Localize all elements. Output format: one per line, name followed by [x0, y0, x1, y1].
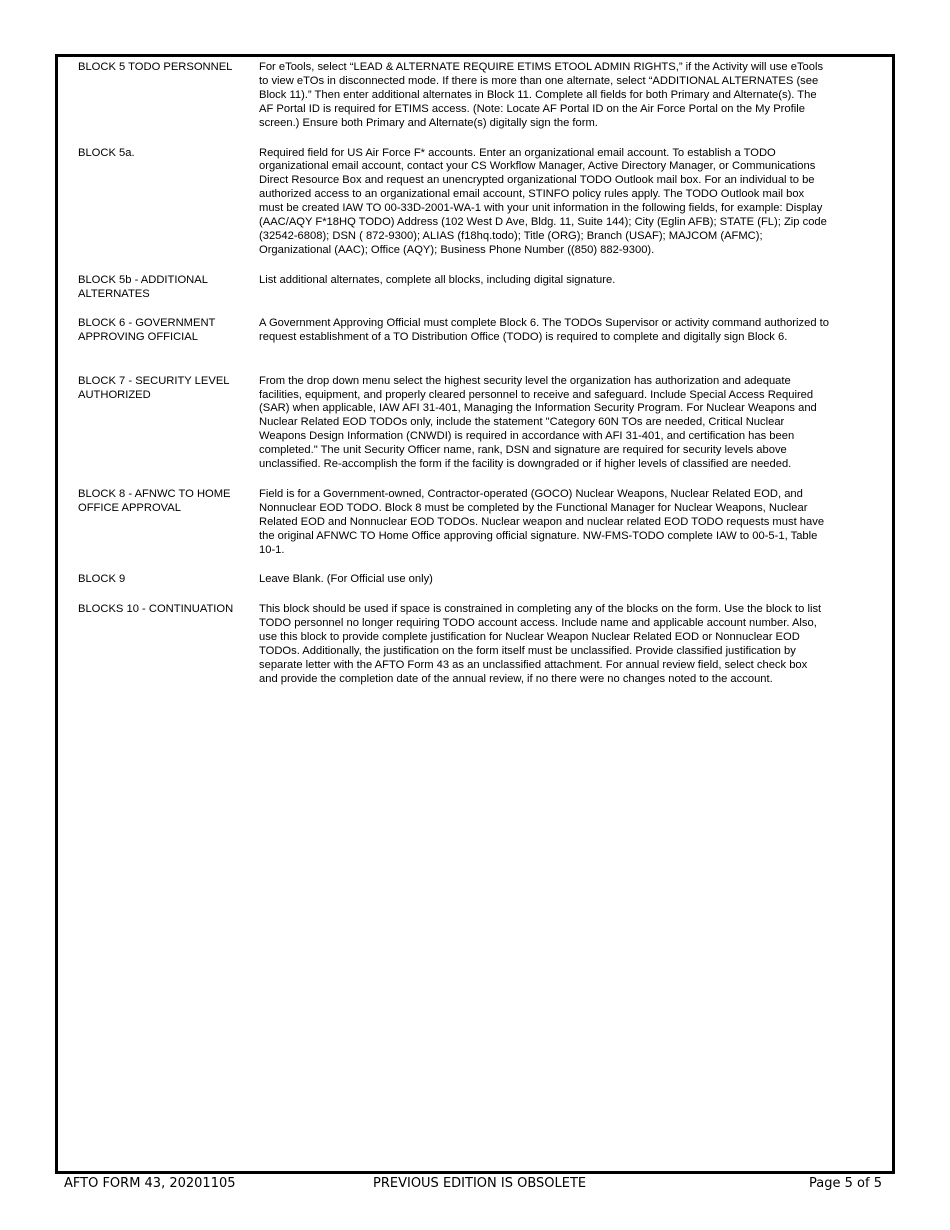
block-text: List additional alternates, complete all blocks, including digital signature. — [259, 273, 616, 286]
page-footer — [0, 1176, 950, 1196]
block-label: BLOCK 9 — [78, 573, 126, 586]
form-identifier: AFTO FORM 43, 20201105 — [64, 1176, 236, 1191]
block-text: For eTools, select “LEAD & ALTERNATE REQUIRE ETIMS ETOOL ADMIN RIGHTS,” if the Activity will use eTools to view eTOs in disconnected mode. If there is more than one alternate, select “ADDITIONAL ALTERNATES (see Block 11).” Then enter additional alternates in Block 11. Complete all fields for both Primary and Alternate(s). The AF Portal ID is required for ETIMS access. (Note: Locate AF Portal ID on the Air Force Portal on the My Profile screen.) Ensure both Primary and Alternate(s) digitally sign the form. — [259, 61, 824, 129]
block-row-8 — [78, 488, 868, 558]
block-row-5a — [78, 147, 868, 258]
obsolete-notice: PREVIOUS EDITION IS OBSOLETE — [373, 1176, 587, 1191]
block-text: Required field for US Air Force F* accounts. Enter an organizational email account. To establish a TODO organizational email account, contact your CS Workflow Manager, Active Directory Manager, or Communications Direct Resource Box and request an unencrypted organizational TODO Outlook mail box. For an individual to be authorized access to an organizational email account, STINFO policy rules apply. The TODO Outlook mail box must be created IAW TO 00-33D-2001-WA-1 with your unit information in the following fields, for example: Display (AAC/AQY F*18HQ TODO) Address (102 West D Ave, Bldg. 11, Suite 144); City (Eglin AFB); STATE (FL); Zip code (32542-6808); DSN ( 872-9300); ALIAS (f18hq.todo); Title (ORG); Branch (USAF); MAJCOM (AFMC); Organizational (AAC); Office (AQY); Business Phone Number ((850) 882-9300). — [259, 146, 827, 256]
block-row-6 — [78, 317, 868, 345]
block-text: Field is for a Government-owned, Contractor-operated (GOCO) Nuclear Weapons, Nuclear Related EOD, and Nonnuclear EOD TODO. Block 8 must be completed by the Functional Manager for Nuclear Weapons, Nuclear Related EOD and Nonnuclear EOD TODOs. Nuclear weapon and nuclear related EOD TODO requests must have the original AFNWC TO Home Office approving official signature. NW-FMS-TODO complete IAW to 00-5-1, Table 10-1. — [259, 487, 825, 556]
block-label: BLOCKS 10 - CONTINUATION — [78, 603, 234, 616]
block-row-9 — [78, 573, 868, 587]
block-label: BLOCK 6 - GOVERNMENT APPROVING OFFICIAL — [78, 316, 216, 343]
block-text: From the drop down menu select the highest security level the organization has authorization and adequate facilities, equipment, and properly cleared personnel to receive and safeguard. Include Special Access Required (SAR) when applicable, IAW AFI 31-401, Managing the Information Security Program. For Nuclear Weapons and Nuclear Related EOD TODOs only, include the statement "Category 60N TOs are needed, Critical Nuclear Weapons Design Information (CNWDI) is required in accordance with AFI 31-401, and certification has been completed." The unit Security Officer name, rank, DSN and signature are required for security levels above unclassified. Re-accomplish the form if the facility is downgraded or if higher levels of classified are needed. — [259, 374, 817, 471]
instruction-blocks — [78, 61, 868, 687]
block-row-10 — [78, 603, 868, 686]
block-row-5 — [78, 61, 868, 131]
block-text: Leave Blank. (For Official use only) — [259, 573, 433, 586]
block-label: BLOCK 8 - AFNWC TO HOME OFFICE APPROVAL — [78, 487, 231, 514]
form-frame — [55, 54, 895, 1174]
page-number: Page 5 of 5 — [809, 1176, 882, 1191]
block-row-7 — [78, 375, 868, 472]
block-row-5b — [78, 274, 868, 301]
block-text: This block should be used if space is constrained in completing any of the blocks on the form. Use the block to list TODO personnel no longer requiring TODO account access. Include name and applicable account number. Also, use this block to provide complete justification for Nuclear Weapon Nuclear Related EOD or Nonnuclear EOD TODOs. Additionally, the justification on the form itself must be unclassified. Provide classified justification by separate letter with the AFTO Form 43 as an unclassified attachment. For annual review field, select check box and provide the completion date of the annual review, if no there were no changes noted to the account. — [259, 603, 822, 685]
block-text: A Government Approving Official must complete Block 6. The TODOs Supervisor or activity command authorized to request establishment of a TO Distribution Office (TODO) is required to complete and digitally sign Block 6. — [259, 316, 829, 343]
block-label: BLOCK 5b - ADDITIONAL ALTERNATES — [78, 273, 208, 300]
block-label: BLOCK 5 TODO PERSONNEL — [78, 61, 233, 73]
block-label: BLOCK 7 - SECURITY LEVEL AUTHORIZED — [78, 374, 230, 401]
block-label: BLOCK 5a. — [78, 146, 135, 159]
